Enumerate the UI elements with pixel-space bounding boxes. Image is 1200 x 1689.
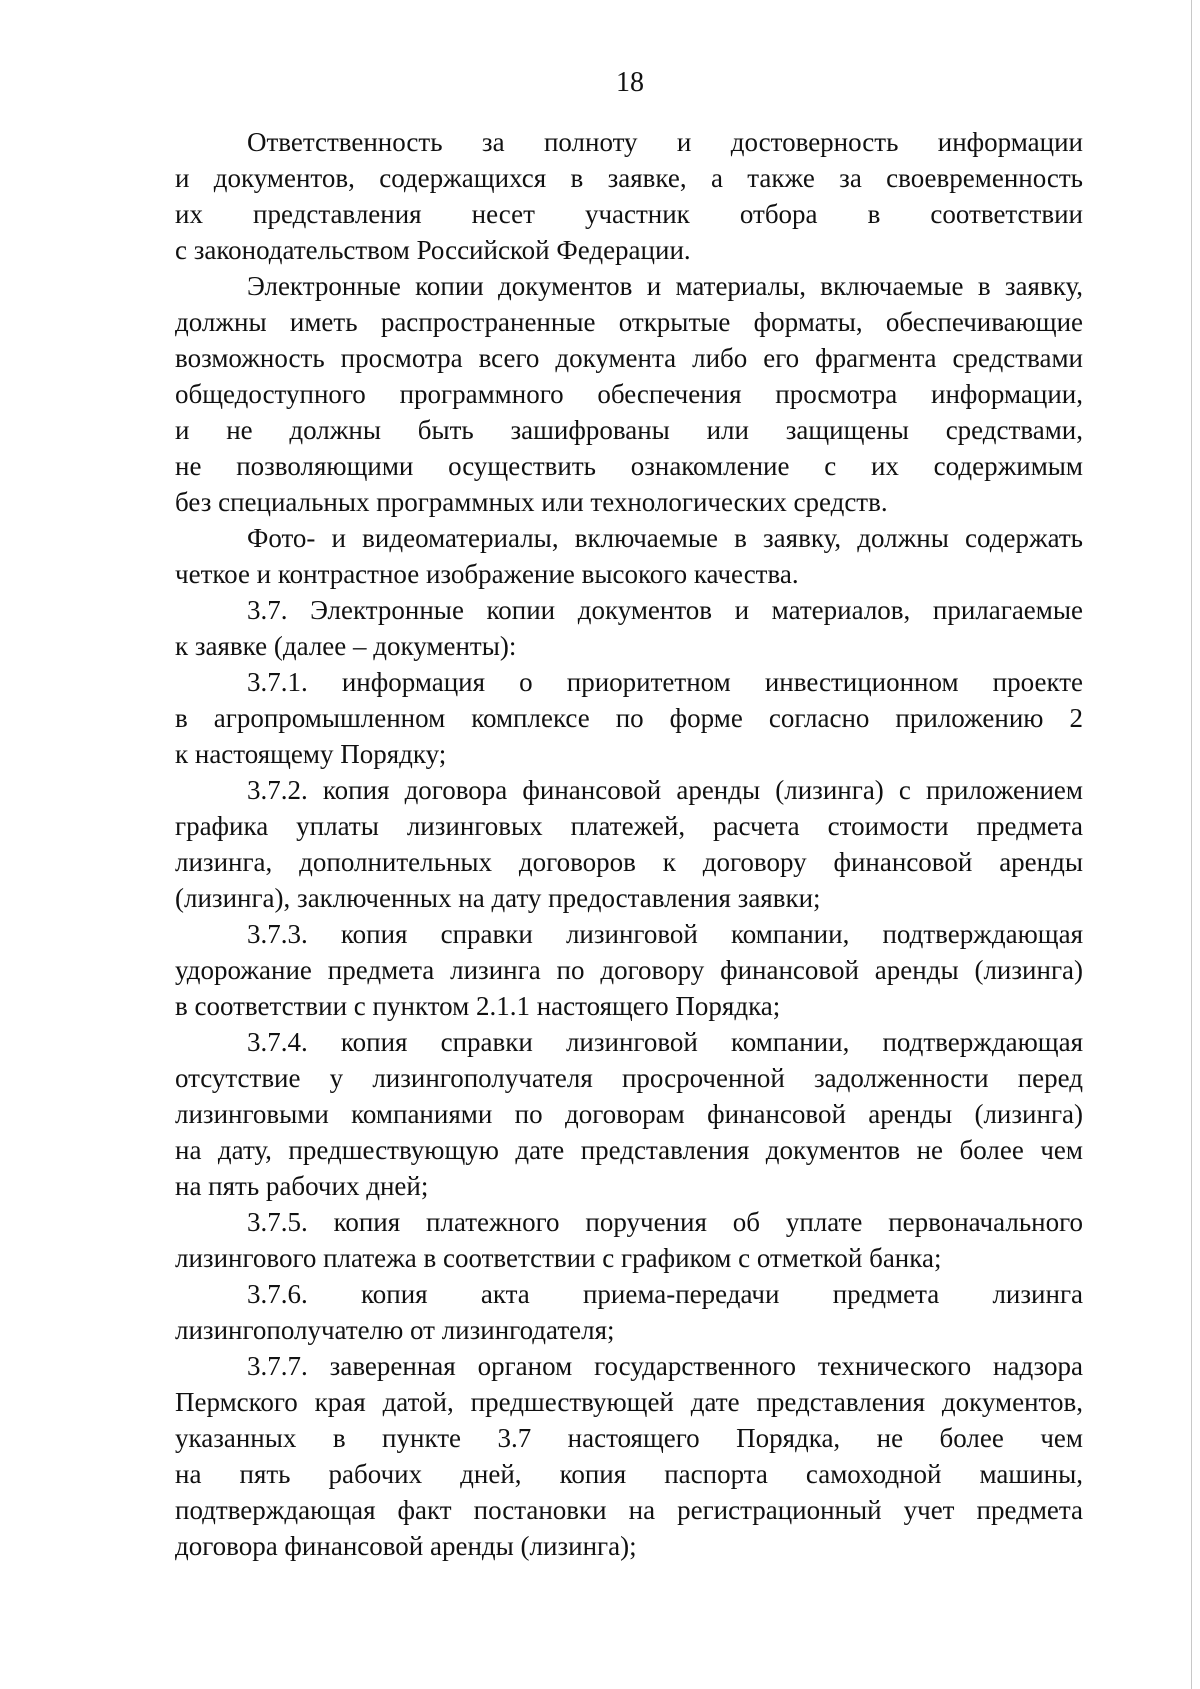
text-line: возможность просмотра всего документа либо его фрагмента средствами xyxy=(175,343,1083,373)
text-line: к настоящему Порядку; xyxy=(175,739,447,769)
text-line: 3.7.7. заверенная органом государственного технического надзора xyxy=(247,1351,1083,1381)
paragraph xyxy=(175,268,1083,520)
text-line: лизинговыми компаниями по договорам финансовой аренды (лизинга) xyxy=(175,1099,1083,1129)
text-line: Фото- и видеоматериалы, включаемые в заявку, должны содержать xyxy=(247,523,1083,553)
text-line: лизингополучателю от лизингодателя; xyxy=(175,1315,615,1345)
paragraph xyxy=(175,1348,1083,1564)
text-line: графика уплаты лизинговых платежей, расчета стоимости предмета xyxy=(175,811,1083,841)
text-line: должны иметь распространенные открытые форматы, обеспечивающие xyxy=(175,307,1083,337)
scan-edge xyxy=(1191,0,1192,1689)
text-line: отсутствие у лизингополучателя просроченной задолженности перед xyxy=(175,1063,1083,1093)
text-line: 3.7.3. копия справки лизинговой компании, подтверждающая xyxy=(247,919,1083,949)
text-line: указанных в пункте 3.7 настоящего Порядка, не более чем xyxy=(175,1423,1083,1453)
paragraph xyxy=(175,772,1083,916)
paragraph xyxy=(175,664,1083,772)
text-line: Пермского края датой, предшествующей дате представления документов, xyxy=(175,1387,1083,1417)
text-line: 3.7.2. копия договора финансовой аренды (лизинга) с приложением xyxy=(247,775,1083,805)
document-body xyxy=(175,124,1083,1564)
text-line: на дату, предшествующую дате представления документов не более чем xyxy=(175,1135,1083,1165)
text-line: 3.7.6. копия акта приема-передачи предмета лизинга xyxy=(247,1279,1083,1309)
text-line: на пять рабочих дней; xyxy=(175,1171,429,1201)
text-line: и не должны быть зашифрованы или защищены средствами, xyxy=(175,415,1083,445)
paragraph xyxy=(175,916,1083,1024)
text-line: Электронные копии документов и материалы, включаемые в заявку, xyxy=(247,271,1083,301)
text-line: с законодательством Российской Федерации. xyxy=(175,235,691,265)
text-line: 3.7.4. копия справки лизинговой компании, подтверждающая xyxy=(247,1027,1083,1057)
text-line: четкое и контрастное изображение высокого качества. xyxy=(175,559,799,589)
paragraph xyxy=(175,1024,1083,1204)
text-line: лизингового платежа в соответствии с графиком с отметкой банка; xyxy=(175,1243,942,1273)
text-line: в агропромышленном комплексе по форме согласно приложению 2 xyxy=(175,703,1083,733)
text-line: без специальных программных или технологических средств. xyxy=(175,487,888,517)
text-line: (лизинга), заключенных на дату предоставления заявки; xyxy=(175,883,821,913)
text-line: 3.7.5. копия платежного поручения об уплате первоначального xyxy=(247,1207,1083,1237)
text-line: на пять рабочих дней, копия паспорта самоходной машины, xyxy=(175,1459,1083,1489)
paragraph xyxy=(175,1204,1083,1276)
text-line: Ответственность за полноту и достоверность информации xyxy=(247,127,1083,157)
text-line: лизинга, дополнительных договоров к договору финансовой аренды xyxy=(175,847,1083,877)
text-line: к заявке (далее – документы): xyxy=(175,631,517,661)
paragraph xyxy=(175,1276,1083,1348)
text-line: договора финансовой аренды (лизинга); xyxy=(175,1531,637,1561)
text-line: не позволяющими осуществить ознакомление с их содержимым xyxy=(175,451,1083,481)
text-line: и документов, содержащихся в заявке, а также за своевременность xyxy=(175,163,1083,193)
text-line: в соответствии с пунктом 2.1.1 настоящего Порядка; xyxy=(175,991,781,1021)
paragraph xyxy=(175,124,1083,268)
text-line: 3.7. Электронные копии документов и материалов, прилагаемые xyxy=(247,595,1083,625)
paragraph xyxy=(175,592,1083,664)
text-line: общедоступного программного обеспечения просмотра информации, xyxy=(175,379,1083,409)
paragraph xyxy=(175,520,1083,592)
text-line: удорожание предмета лизинга по договору финансовой аренды (лизинга) xyxy=(175,955,1083,985)
text-line: подтверждающая факт постановки на регистрационный учет предмета xyxy=(175,1495,1083,1525)
text-line: их представления несет участник отбора в соответствии xyxy=(175,199,1083,229)
page-number: 18 xyxy=(616,67,644,98)
text-line: 3.7.1. информация о приоритетном инвестиционном проекте xyxy=(247,667,1083,697)
